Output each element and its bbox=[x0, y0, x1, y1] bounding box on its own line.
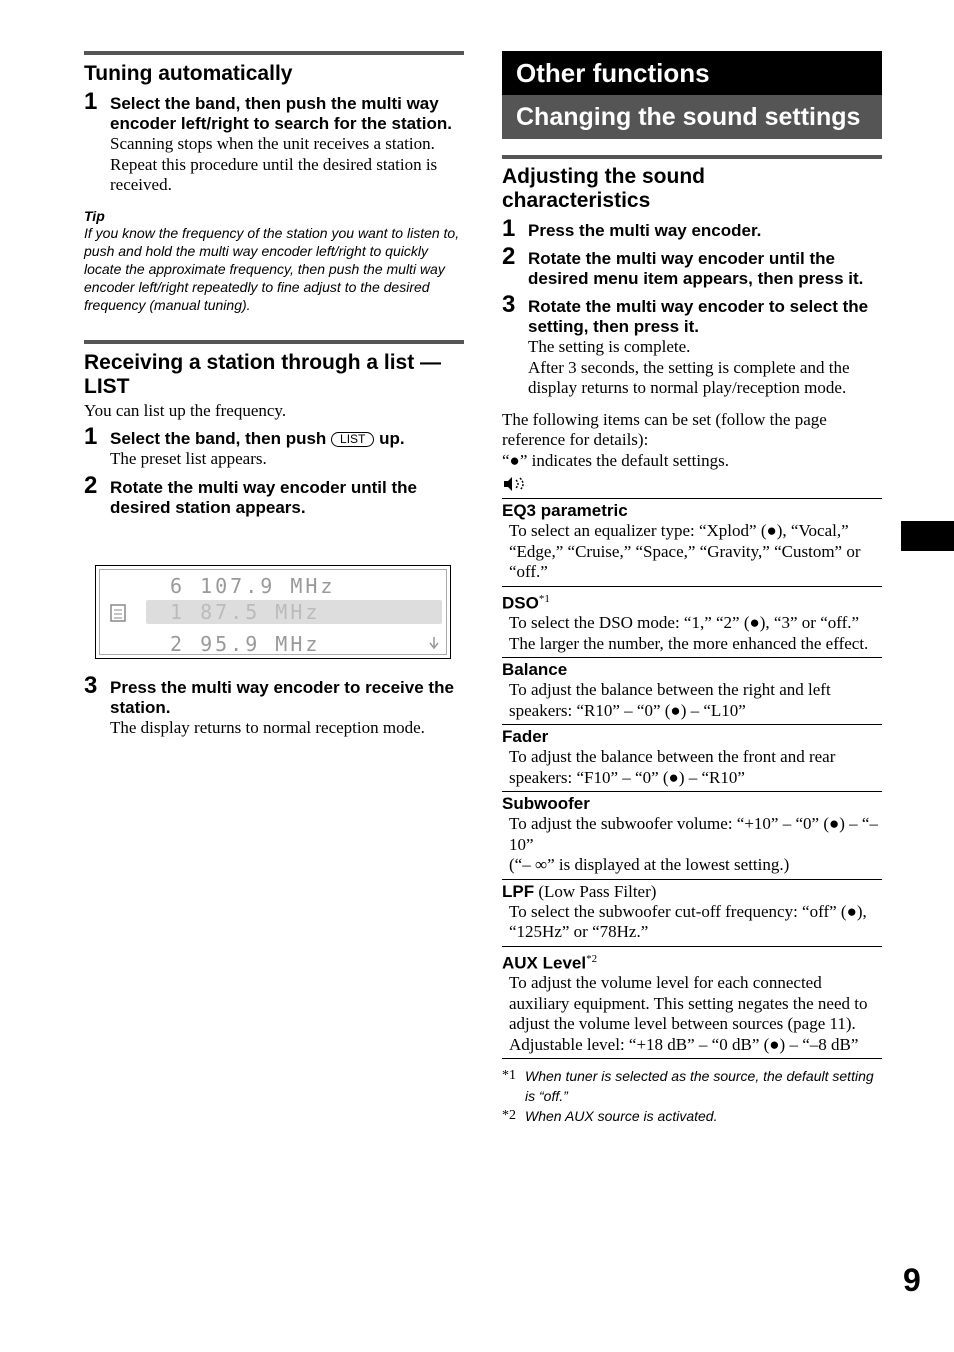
list-step-1 bbox=[84, 423, 464, 470]
list-icon bbox=[110, 604, 126, 622]
section-intro: You can list up the frequency. bbox=[84, 400, 287, 420]
setting-eq3 bbox=[502, 498, 882, 586]
setting-title-extra: (Low Pass Filter) bbox=[534, 881, 657, 901]
section-title-adjusting: Adjusting the sound characteristics bbox=[502, 165, 705, 212]
sound-step-3 bbox=[502, 291, 882, 399]
left-column-lower bbox=[84, 670, 464, 739]
step-body-2: After 3 seconds, the setting is complete and the display returns to normal play/reception mode. bbox=[528, 357, 850, 397]
footnote bbox=[502, 1107, 882, 1127]
page-number: 9 bbox=[903, 1262, 921, 1298]
list-step-2 bbox=[84, 471, 464, 518]
footnote-mark: *2 bbox=[502, 1108, 516, 1124]
footnote-ref: *2 bbox=[586, 952, 598, 965]
setting-title: Balance bbox=[502, 660, 568, 680]
step-number: 2 bbox=[502, 243, 516, 270]
setting-title: Fader bbox=[502, 727, 549, 747]
list-step-3 bbox=[84, 672, 464, 739]
section-rule bbox=[84, 51, 464, 55]
footnote-text: When tuner is selected as the source, the default setting is “off.” bbox=[525, 1068, 874, 1105]
banner-sound-settings: Changing the sound settings bbox=[502, 95, 882, 139]
sound-step-1 bbox=[502, 215, 882, 242]
step-instruction: Select the band, then push the multi way encoder left/right to search for the station. bbox=[110, 94, 452, 133]
step-body: Scanning stops when the unit receives a station. Repeat this procedure until the desired station is received. bbox=[110, 134, 438, 194]
setting-subwoofer bbox=[502, 791, 882, 879]
step-number: 3 bbox=[84, 672, 98, 699]
arrow-down-icon bbox=[428, 636, 440, 650]
setting-desc-2: (“– ∞” is displayed at the lowest setting.) bbox=[509, 855, 790, 875]
setting-balance bbox=[502, 657, 882, 724]
side-tab-marker bbox=[901, 521, 954, 551]
step-body: The preset list appears. bbox=[110, 449, 267, 468]
setting-fader bbox=[502, 724, 882, 791]
list-key-icon: LIST bbox=[331, 432, 374, 447]
setting-lpf bbox=[502, 879, 882, 946]
tuning-step-1 bbox=[84, 88, 464, 196]
sound-step-2 bbox=[502, 243, 882, 289]
setting-desc: To select the DSO mode: “1,” “2” (●), “3” or “off.” The larger the number, the more enhanced the effect. bbox=[509, 613, 869, 653]
items-intro: The following items can be set (follow the page reference for details): bbox=[502, 409, 827, 449]
setting-desc: To select an equalizer type: “Xplod” (●), “Vocal,” “Edge,” “Cruise,” “Space,” “Gravity,” “Custom” or “off.” bbox=[509, 521, 861, 581]
sound-menu-icon bbox=[502, 476, 530, 492]
setting-desc: To adjust the subwoofer volume: “+10” – “0” (●) – “–10” bbox=[509, 814, 878, 854]
setting-aux-level bbox=[502, 946, 882, 1060]
step-instruction: Rotate the multi way encoder until the desired menu item appears, then press it. bbox=[528, 249, 864, 288]
default-note: “●” indicates the default settings. bbox=[502, 450, 729, 470]
section-title-list: Receiving a station through a list — LIST bbox=[84, 350, 442, 398]
setting-title: Subwoofer bbox=[502, 794, 590, 814]
setting-title: EQ3 parametric bbox=[502, 501, 628, 520]
step-number: 1 bbox=[84, 423, 98, 450]
setting-dso bbox=[502, 586, 882, 658]
setting-desc-2: Adjustable level: “+18 dB” – “0 dB” (●) – “–8 dB” bbox=[509, 1034, 859, 1054]
setting-desc: To select the subwoofer cut-off frequency: “off” (●), “125Hz” or “78Hz.” bbox=[509, 901, 867, 942]
setting-desc: To adjust the balance between the front and rear speakers: “F10” – “0” (●) – “R10” bbox=[509, 747, 836, 787]
step-instruction: Press the multi way encoder. bbox=[528, 221, 762, 240]
preset-list-display bbox=[95, 565, 451, 659]
banner-other-functions: Other functions bbox=[502, 51, 882, 95]
left-column bbox=[84, 51, 464, 518]
step-number: 2 bbox=[84, 471, 98, 499]
tip-text: If you know the frequency of the station you want to listen to, push and hold the multi way encoder left/right to quickly locate the approximate frequency, then push the multi way encoder left/right repeatedly to fine adjust to the desired frequency (manual tuning). bbox=[84, 224, 460, 313]
display-highlight-bar bbox=[146, 600, 442, 624]
step-instruction: Rotate the multi way encoder to select the setting, then press it. bbox=[528, 297, 869, 336]
display-line-3: 2 95.9 MHz bbox=[170, 632, 321, 656]
section-rule bbox=[84, 340, 464, 344]
footnote-ref: *1 bbox=[538, 592, 550, 605]
display-line-2: 1 87.5 MHz bbox=[170, 600, 321, 624]
step-number: 1 bbox=[84, 88, 98, 115]
tip-title: Tip bbox=[84, 207, 105, 224]
step-instruction: Select the band, then push bbox=[110, 429, 327, 448]
display-line-1: 6 107.9 MHz bbox=[170, 574, 336, 598]
step-number: 3 bbox=[502, 291, 516, 318]
right-column bbox=[502, 51, 882, 1127]
footnote bbox=[502, 1067, 882, 1107]
setting-desc: To adjust the volume level for each connected auxiliary equipment. This setting negates the need to adjust the volume level between sources (page 11). bbox=[509, 973, 868, 1034]
setting-desc: To adjust the balance between the right and left speakers: “R10” – “0” (●) – “L10” bbox=[509, 680, 831, 720]
setting-title: AUX Level bbox=[502, 953, 587, 973]
step-body: The setting is complete. bbox=[528, 337, 691, 356]
footnotes bbox=[502, 1067, 882, 1127]
footnote-mark: *1 bbox=[502, 1068, 516, 1084]
footnote-text: When AUX source is activated. bbox=[525, 1108, 718, 1125]
section-rule bbox=[502, 155, 882, 159]
step-instruction: Press the multi way encoder to receive the station. bbox=[110, 678, 454, 717]
step-instruction: Rotate the multi way encoder until the desired station appears. bbox=[110, 477, 417, 517]
step-number: 1 bbox=[502, 215, 516, 242]
step-instruction-end: up. bbox=[379, 429, 405, 448]
step-body: The display returns to normal reception mode. bbox=[110, 718, 425, 737]
settings-list bbox=[502, 498, 882, 1059]
section-title-tuning: Tuning automatically bbox=[84, 62, 293, 85]
setting-title: DSO bbox=[502, 593, 539, 613]
setting-title: LPF bbox=[502, 881, 535, 901]
